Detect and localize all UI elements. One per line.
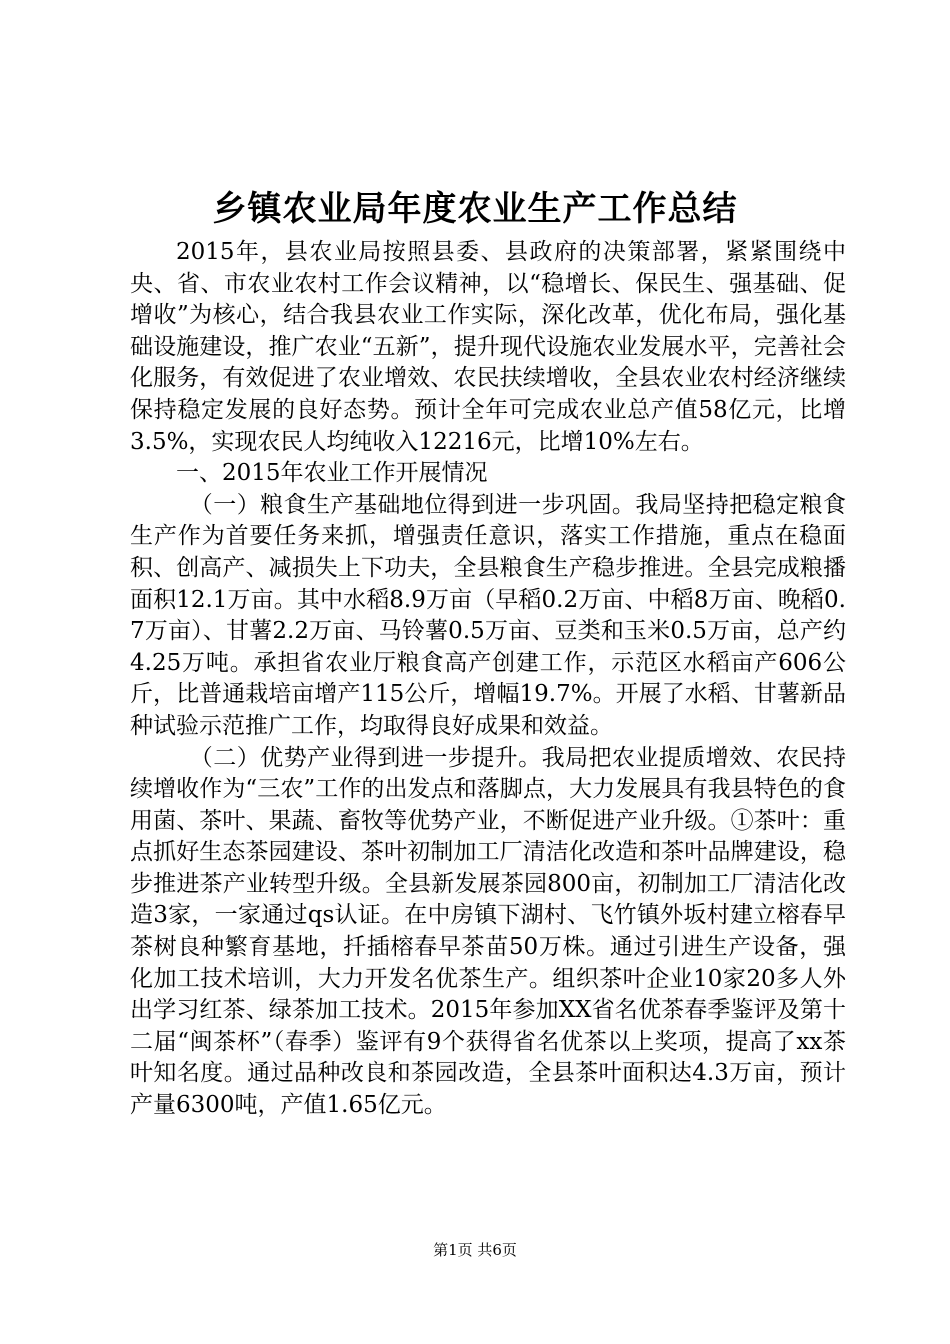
page-number-footer: 第1页 共6页	[433, 1241, 517, 1259]
document-title: 乡镇农业局年度农业生产工作总结	[212, 189, 738, 229]
intro-paragraph: 2015年，县农业局按照县委、县政府的决策部署，紧紧围绕中央、省、市农业农村工作会议精神，以“稳增长、保民生、强基础、促增收”为核心，结合我县农业工作实际，深化改革，优化布局，强化基础设施建设，推广农业“五新”，提升现代设施农业发展水平，完善社会化服务，有效促进了农业增效、农民扶续增收，全县农业农村经济继续保持稳定发展的良好态势。预计全年可完成农业总产值58亿元，比增3.5%，实现农民人均纯收入12216元，比增10%左右。	[130, 239, 846, 455]
document-body	[130, 237, 846, 1122]
subsection-industry-paragraph: （二）优势产业得到进一步提升。我局把农业提质增效、农民持续增收作为“三农”工作的出发点和落脚点，大力发展具有我县特色的食用菌、茶叶、果蔬、畜牧等优势产业，不断促进产业升级。①茶叶：重点抓好生态茶园建设、茶叶初制加工厂清洁化改造和茶叶品牌建设，稳步推进茶产业转型升级。全县新发展茶园800亩，初制加工厂清洁化改造3家，一家通过qs认证。在中房镇下湖村、飞竹镇外坂村建立榕春早茶树良种繁育基地，扦插榕春早茶苗50万株。通过引进生产设备，强化加工技术培训，大力开发名优茶生产。组织茶叶企业10家20多人外出学习红茶、绿茶加工技术。2015年参加XX省名优茶春季鉴评及第十二届“闽茶杯”（春季）鉴评有9个获得省名优茶以上奖项，提高了xx茶叶知名度。通过品种改良和茶园改造，全县茶叶面积达4.3万亩，预计产量6300吨，产值1.65亿元。	[130, 744, 846, 1119]
subsection-grain-paragraph: （一）粮食生产基础地位得到进一步巩固。我局坚持把稳定粮食生产作为首要任务来抓，增强责任意识，落实工作措施，重点在稳面积、创高产、减损失上下功夫，全县粮食生产稳步推进。全县完成粮播面积12.1万亩。其中水稻8.9万亩（早稻0.2万亩、中稻8万亩、晚稻0.7万亩）、甘薯2.2万亩、马铃薯0.5万亩、豆类和玉米0.5万亩，总产约4.25万吨。承担省农业厅粮食高产创建工作，示范区水稻亩产606公斤，比普通栽培亩增产115公斤，增幅19.7%。开展了水稻、甘薯新品种试验示范推广工作，均取得良好成果和效益。	[130, 491, 846, 739]
section-heading: 一、2015年农业工作开展情况	[176, 460, 488, 487]
